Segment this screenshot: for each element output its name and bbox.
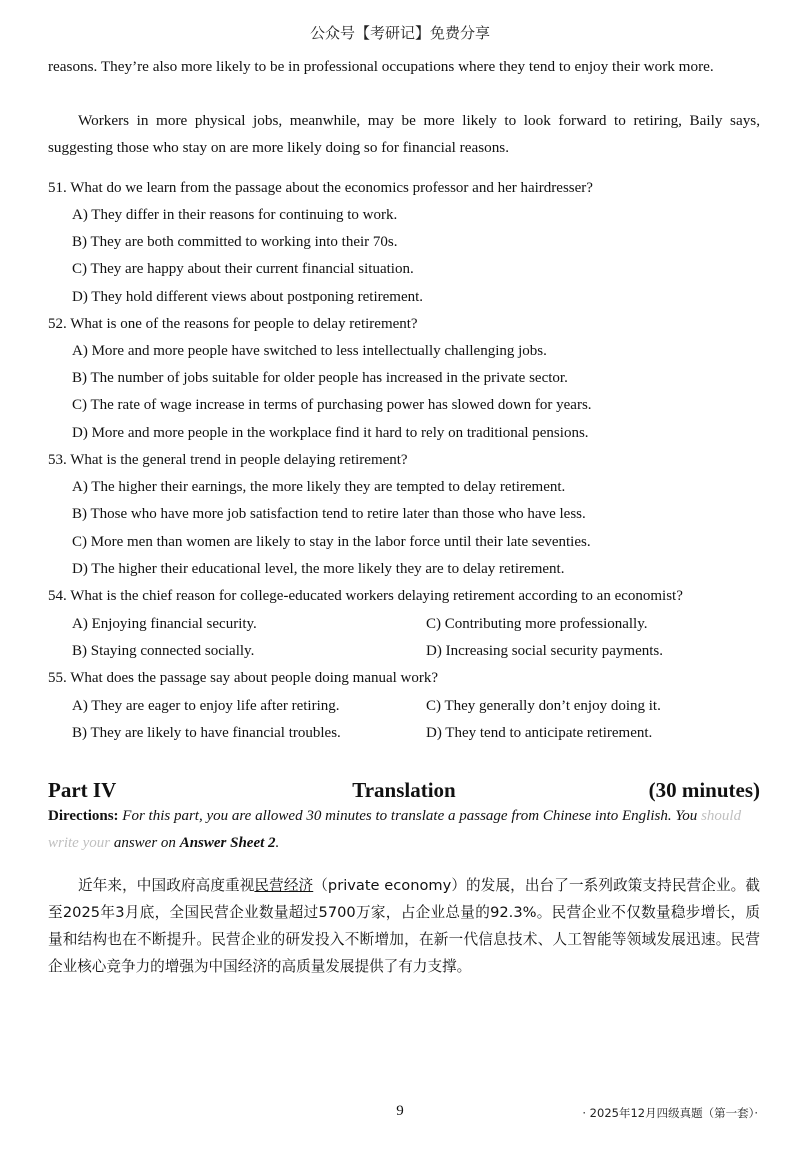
question-54-option-b: B) Staying connected socially. (72, 643, 255, 659)
question-54-option-c: C) Contributing more professionally. (426, 616, 648, 632)
question-54-option-a: A) Enjoying financial security. (72, 616, 257, 632)
question-51-option-b: B) They are both committed to working into their 70s. (72, 234, 398, 250)
question-53-option-c: C) More men than women are likely to stay in the labor force until their late seventies. (72, 534, 591, 550)
question-52-option-d: D) More and more people in the workplace find it hard to rely on traditional pensions. (72, 425, 589, 441)
passage-paragraph-1: reasons. They’re also more likely to be in professional occupations where they tend to enjoy their work more. (48, 58, 714, 75)
chinese-underlined-term: 民营经济 (254, 877, 314, 894)
part-number: Part IV (48, 778, 117, 802)
page-header: 公众号【考研记】免费分享 (309, 24, 490, 42)
question-52-option-b: B) The number of jobs suitable for older people has increased in the private sector. (72, 370, 568, 386)
chinese-text-part-2: （private economy）的发展，出台了一系列政策支持民营企业。截至2025年3月底，全国民营企业数量超过5700万家，占企业总量的92.3%。民营企业不仅数量稳步增长，质量和结构也在不断提升。民营企业的研发投入不断增加，在新一代信息技术、人工智能等领域发展迅速。民营企业核心竞争力的增强为中国经济的高质量发展提供了有力支撑。 (48, 877, 760, 975)
question-55-option-a: A) They are eager to enjoy life after retiring. (72, 698, 340, 714)
question-54-stem: 54. What is the chief reason for college-educated workers delaying retirement according to an economist? (48, 588, 683, 604)
question-52-option-a: A) More and more people have switched to less intellectually challenging jobs. (72, 343, 547, 359)
footer-exam-title: · 2025年12月四级真题（第一套）· (582, 1106, 758, 1120)
question-51-option-d: D) They hold different views about postponing retirement. (72, 289, 424, 305)
question-52-option-c: C) The rate of wage increase in terms of purchasing power has slowed down for years. (72, 397, 592, 413)
part-duration: (30 minutes) (648, 778, 760, 802)
directions-text-2: answer on (110, 835, 180, 851)
question-51-stem: 51. What do we learn from the passage about the economics professor and her hairdresser? (48, 180, 593, 196)
question-51-option-a: A) They differ in their reasons for continuing to work. (72, 207, 398, 223)
part-title: Translation (352, 778, 456, 802)
page-number: 9 (396, 1103, 404, 1119)
question-51-option-c: C) They are happy about their current financial situation. (72, 261, 414, 277)
directions (48, 803, 760, 857)
question-55-option-d: D) They tend to anticipate retirement. (426, 725, 653, 741)
answer-sheet-label: Answer Sheet 2 (179, 835, 276, 851)
question-55-stem: 55. What does the passage say about people doing manual work? (48, 670, 439, 686)
question-55-option-b: B) They are likely to have financial troubles. (72, 725, 341, 741)
question-53-option-b: B) Those who have more job satisfaction tend to retire later than those who have less. (72, 506, 586, 522)
question-53-option-a: A) The higher their earnings, the more likely they are tempted to delay retirement. (72, 479, 566, 495)
passage-paragraph-2: Workers in more physical jobs, meanwhile, may be more likely to look forward to retiring, Baily says, suggesting those who stay on are more likely doing so for financial reasons. (48, 112, 760, 156)
directions-period: . (275, 835, 280, 851)
question-53-stem: 53. What is the general trend in people delaying retirement? (48, 452, 408, 468)
question-55-option-c: C) They generally don’t enjoy doing it. (426, 698, 661, 714)
question-54-option-d: D) Increasing social security payments. (426, 643, 664, 659)
question-52-stem: 52. What is one of the reasons for people to delay retirement? (48, 316, 418, 332)
question-53-option-d: D) The higher their educational level, the more likely they are to delay retirement. (72, 561, 565, 577)
directions-watermarked-text: should write your (48, 808, 742, 851)
directions-text: For this part, you are allowed 30 minutes to translate a passage from Chinese into English. You (118, 808, 702, 824)
directions-label: Directions: (48, 808, 119, 824)
chinese-passage (48, 872, 760, 980)
chinese-text-part-1: 近年来，中国政府高度重视 (78, 877, 255, 894)
